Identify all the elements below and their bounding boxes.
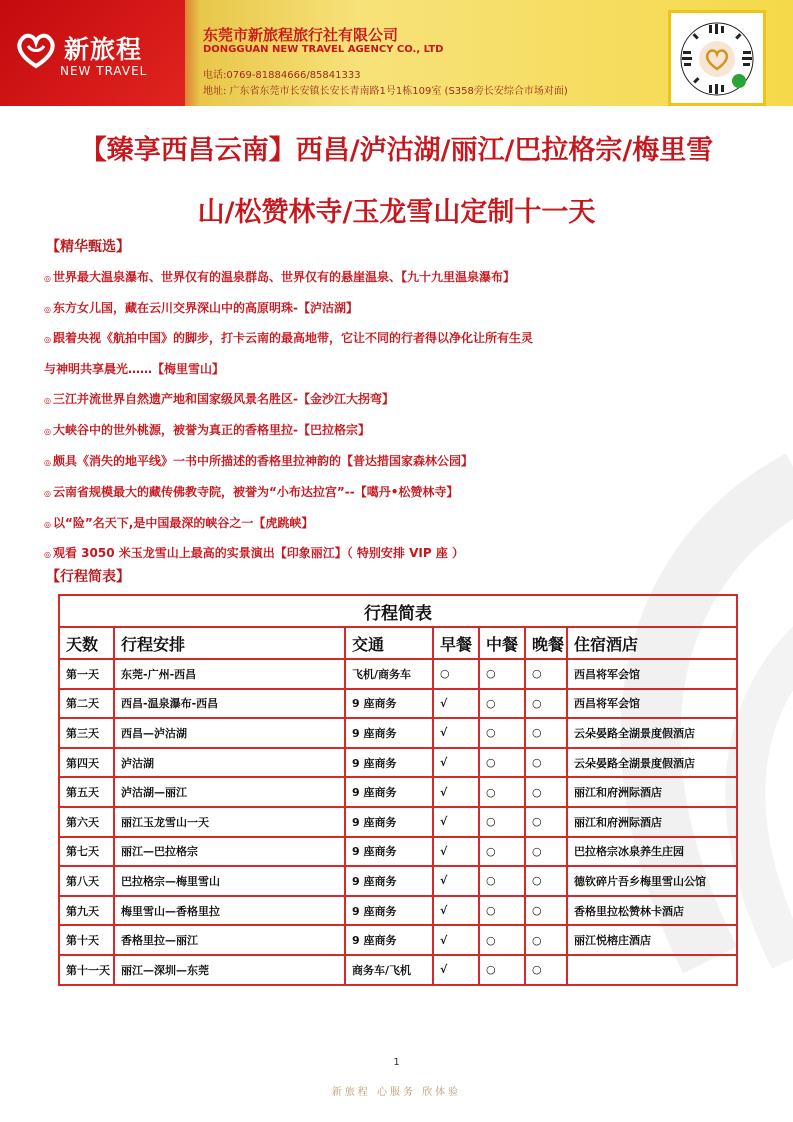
- table-row: [59, 955, 737, 985]
- table-row: [59, 837, 737, 867]
- cell-breakfast: ○: [433, 659, 479, 689]
- table-row: [59, 925, 737, 955]
- cell-hotel: 巴拉格宗冰泉养生庄园: [567, 837, 737, 867]
- cell-transport: 9 座商务: [345, 837, 433, 867]
- cell-lunch: ○: [479, 866, 525, 896]
- cell-lunch: ○: [479, 896, 525, 926]
- highlight-item: ◎ 东方女儿国，藏在云川交界深山中的高原明珠-【泸沽湖】: [44, 301, 358, 315]
- cell-lunch: ○: [479, 689, 525, 719]
- cell-itinerary: 梅里雪山—香格里拉: [114, 896, 345, 926]
- cell-transport: 9 座商务: [345, 718, 433, 748]
- col-header-dinner: 晚餐: [525, 627, 567, 659]
- highlight-item: ◎ 观看 3050 米玉龙雪山上最高的实景演出【印象丽江】（ 特别安排 VIP 座 ）: [44, 546, 464, 560]
- highlight-item: ◎ 颇具《消失的地平线》一书中所描述的香格里拉神韵的【普达措国家森林公园】: [44, 454, 473, 468]
- cell-hotel: 香格里拉松赞林卡酒店: [567, 896, 737, 926]
- cell-dinner: ○: [525, 925, 567, 955]
- cell-day: 第七天: [59, 837, 114, 867]
- cell-breakfast: √: [433, 955, 479, 985]
- highlight-item: ◎ 大峡谷中的世外桃源，被誉为真正的香格里拉-【巴拉格宗】: [44, 423, 370, 437]
- table-row: [59, 659, 737, 689]
- highlights-heading: 【精华甄选】: [46, 239, 130, 255]
- cell-lunch: ○: [479, 748, 525, 778]
- cell-dinner: ○: [525, 837, 567, 867]
- highlight-item-continued: 与神明共享晨光……【梅里雪山】: [44, 362, 225, 376]
- footer-slogan: 新旅程 心服务 欣体验: [331, 1087, 462, 1098]
- mini-program-code-icon: [679, 21, 755, 97]
- cell-breakfast: √: [433, 866, 479, 896]
- schedule-table: [58, 594, 736, 986]
- cell-lunch: ○: [479, 955, 525, 985]
- table-row: [59, 689, 737, 719]
- cell-dinner: ○: [525, 689, 567, 719]
- cell-dinner: ○: [525, 896, 567, 926]
- cell-transport: 9 座商务: [345, 748, 433, 778]
- cell-hotel: 云朵晏路全湖景度假酒店: [567, 718, 737, 748]
- cell-hotel: 丽江和府洲际酒店: [567, 807, 737, 837]
- cell-itinerary: 丽江—深圳—东莞: [114, 955, 345, 985]
- table-caption-row: [59, 595, 737, 627]
- cell-breakfast: √: [433, 777, 479, 807]
- table-row: [59, 748, 737, 778]
- cell-breakfast: √: [433, 807, 479, 837]
- cell-day: 第十天: [59, 925, 114, 955]
- schedule-heading: 【行程简表】: [46, 569, 130, 585]
- cell-day: 第一天: [59, 659, 114, 689]
- table-row: [59, 896, 737, 926]
- cell-hotel: [567, 955, 737, 985]
- cell-itinerary: 丽江—巴拉格宗: [114, 837, 345, 867]
- cell-transport: 9 座商务: [345, 925, 433, 955]
- cell-breakfast: √: [433, 837, 479, 867]
- cell-breakfast: √: [433, 896, 479, 926]
- cell-day: 第五天: [59, 777, 114, 807]
- cell-breakfast: √: [433, 718, 479, 748]
- logo-text-en: NEW TRAVEL: [60, 64, 148, 78]
- cell-transport: 9 座商务: [345, 866, 433, 896]
- cell-itinerary: 巴拉格宗—梅里雪山: [114, 866, 345, 896]
- cell-dinner: ○: [525, 807, 567, 837]
- cell-breakfast: √: [433, 689, 479, 719]
- table-caption: 行程简表: [59, 595, 737, 627]
- cell-lunch: ○: [479, 777, 525, 807]
- cell-transport: 9 座商务: [345, 777, 433, 807]
- cell-breakfast: √: [433, 925, 479, 955]
- table-header-row: [59, 627, 737, 659]
- col-header-hotel: 住宿酒店: [567, 627, 737, 659]
- cell-hotel: 丽江和府洲际酒店: [567, 777, 737, 807]
- table-row: [59, 718, 737, 748]
- logo-text-cn: 新旅程: [64, 35, 143, 64]
- cell-lunch: ○: [479, 807, 525, 837]
- col-header-itinerary: 行程安排: [114, 627, 345, 659]
- cell-transport: 飞机/商务车: [345, 659, 433, 689]
- cell-breakfast: √: [433, 748, 479, 778]
- company-address: 地址: 广东省东莞市长安镇长安长青南路1号1栋109室 (S358旁长安综合市场对面): [203, 86, 568, 97]
- cell-transport: 9 座商务: [345, 896, 433, 926]
- page-title-line1: 【臻享西昌云南】西昌/泸沽湖/丽江/巴拉格宗/梅里雪: [79, 135, 714, 166]
- cell-hotel: 丽江悦榕庄酒店: [567, 925, 737, 955]
- highlight-item: ◎ 世界最大温泉瀑布、世界仅有的温泉群岛、世界仅有的悬崖温泉、【九十九里温泉瀑布】: [44, 270, 515, 284]
- cell-lunch: ○: [479, 718, 525, 748]
- cell-lunch: ○: [479, 837, 525, 867]
- qr-code: [668, 10, 766, 106]
- company-phone: 电话:0769-81884666/85841333: [203, 70, 361, 81]
- cell-dinner: ○: [525, 777, 567, 807]
- cell-dinner: ○: [525, 718, 567, 748]
- col-header-lunch: 中餐: [479, 627, 525, 659]
- cell-day: 第十一天: [59, 955, 114, 985]
- cell-day: 第六天: [59, 807, 114, 837]
- page-number: 1: [393, 1057, 400, 1068]
- cell-lunch: ○: [479, 925, 525, 955]
- cell-transport: 商务车/飞机: [345, 955, 433, 985]
- cell-day: 第三天: [59, 718, 114, 748]
- cell-dinner: ○: [525, 748, 567, 778]
- cell-itinerary: 西昌-温泉瀑布-西昌: [114, 689, 345, 719]
- cell-transport: 9 座商务: [345, 689, 433, 719]
- heart-logo-icon: [14, 30, 58, 70]
- page-header: [0, 0, 793, 106]
- cell-hotel: 德钦碎片吾乡梅里雪山公馆: [567, 866, 737, 896]
- highlight-item: ◎ 跟着央视《航拍中国》的脚步，打卡云南的最高地带，它让不同的行者得以净化让所有生灵: [44, 331, 533, 345]
- highlight-item: ◎ 三江并流世界自然遗产地和国家级风景名胜区-【金沙江大拐弯】: [44, 392, 394, 406]
- cell-hotel: 云朵晏路全湖景度假酒店: [567, 748, 737, 778]
- cell-day: 第二天: [59, 689, 114, 719]
- cell-itinerary: 丽江玉龙雪山一天: [114, 807, 345, 837]
- cell-itinerary: 泸沽湖—丽江: [114, 777, 345, 807]
- cell-hotel: 西昌将军会馆: [567, 689, 737, 719]
- col-header-transport: 交通: [345, 627, 433, 659]
- col-header-day: 天数: [59, 627, 114, 659]
- cell-day: 第九天: [59, 896, 114, 926]
- col-header-breakfast: 早餐: [433, 627, 479, 659]
- company-name-en: DONGGUAN NEW TRAVEL AGENCY CO., LTD: [203, 44, 444, 55]
- highlight-item: ◎ 以“险”名天下,是中国最深的峡谷之一【虎跳峡】: [44, 516, 314, 530]
- cell-dinner: ○: [525, 866, 567, 896]
- table-row: [59, 777, 737, 807]
- company-logo: [0, 0, 185, 106]
- company-name-cn: 东莞市新旅程旅行社有限公司: [203, 26, 399, 44]
- cell-itinerary: 东莞-广州-西昌: [114, 659, 345, 689]
- table-row: [59, 866, 737, 896]
- cell-lunch: ○: [479, 659, 525, 689]
- cell-day: 第八天: [59, 866, 114, 896]
- cell-itinerary: 西昌—泸沽湖: [114, 718, 345, 748]
- table-row: [59, 807, 737, 837]
- cell-transport: 9 座商务: [345, 807, 433, 837]
- page-title-line2: 山/松赞林寺/玉龙雪山定制十一天: [197, 197, 596, 228]
- cell-hotel: 西昌将军会馆: [567, 659, 737, 689]
- highlight-item: ◎ 云南省规模最大的藏传佛教寺院，被誉为“小布达拉宫”--【噶丹•松赞林寺】: [44, 485, 459, 499]
- cell-itinerary: 泸沽湖: [114, 748, 345, 778]
- cell-dinner: ○: [525, 955, 567, 985]
- cell-itinerary: 香格里拉—丽江: [114, 925, 345, 955]
- cell-day: 第四天: [59, 748, 114, 778]
- cell-dinner: ○: [525, 659, 567, 689]
